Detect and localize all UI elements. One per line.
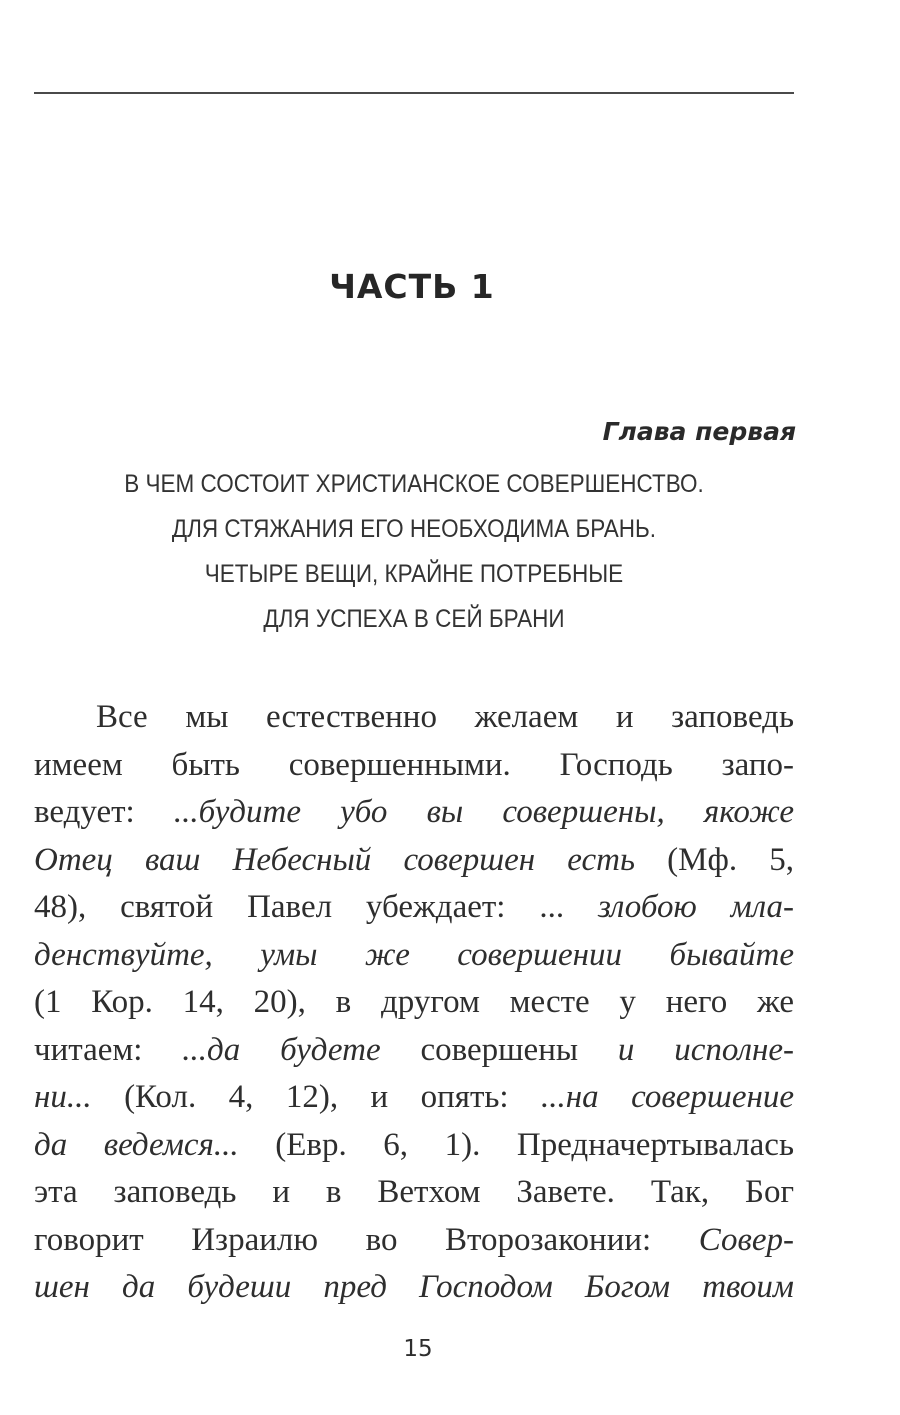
text-line: 48), святой Павел убеждает: ... злобою мла- <box>34 889 794 925</box>
scripture-quote: да ведемся... <box>34 1126 239 1163</box>
scripture-quote: Отец ваш Небесный совершен есть <box>34 841 636 878</box>
chapter-title-line: В ЧЕМ СОСТОИТ ХРИСТИАНСКОЕ СОВЕРШЕНСТВО. <box>124 470 704 498</box>
part-title: ЧАСТЬ 1 <box>329 267 495 306</box>
text-line: (1 Кор. 14, 20), в другом месте у него же <box>34 984 794 1020</box>
header-rule <box>34 92 794 94</box>
text-line: говорит Израилю во Второзаконии: Совер- <box>34 1221 794 1258</box>
scripture-quote: Совер- <box>698 1221 794 1258</box>
scripture-quote: шен да будеши пред Господом Богом твоим <box>34 1269 794 1305</box>
text-line: Отец ваш Небесный совершен есть (Мф. 5, <box>34 841 794 878</box>
scripture-quote: ни... <box>34 1079 92 1115</box>
scripture-quote: денствуйте, умы же совершении бывайте <box>34 936 794 973</box>
scripture-quote: ...на совершение <box>541 1079 794 1115</box>
scripture-quote: ...да будете <box>182 1031 381 1068</box>
text-line <box>34 932 794 980</box>
text-line: Все мы естественно желаем и заповедь <box>96 699 794 735</box>
scripture-quote: злобою мла- <box>597 889 794 925</box>
text-line: ведует: ...будите убо вы совершены, якоже <box>34 794 794 830</box>
body-paragraph <box>34 694 794 1312</box>
text-line: да ведемся... (Евр. 6, 1). Предначертывалась <box>34 1126 794 1163</box>
text-line <box>34 1264 794 1312</box>
scripture-quote: ...будите убо вы совершены, якоже <box>173 794 794 830</box>
chapter-title <box>72 462 756 642</box>
chapter-title-line: ДЛЯ СТЯЖАНИЯ ЕГО НЕОБХОДИМА БРАНЬ. <box>171 515 657 543</box>
scripture-quote: и исполне- <box>617 1031 794 1068</box>
text-line: эта заповедь и в Ветхом Завете. Так, Бог <box>34 1174 794 1210</box>
chapter-number: Глава первая <box>602 417 796 446</box>
text-line: ни... (Кол. 4, 12), и опять: ...на совершение <box>34 1079 794 1115</box>
chapter-title-line: ДЛЯ УСПЕХА В СЕЙ БРАНИ <box>263 605 565 633</box>
chapter-title-line: ЧЕТЫРЕ ВЕЩИ, КРАЙНЕ ПОТРЕБНЫЕ <box>204 560 624 588</box>
text-line: читаем: ...да будете совершены и исполне- <box>34 1031 794 1068</box>
text-line: имеем быть совершенными. Господь запо- <box>34 746 794 783</box>
page-number: 15 <box>403 1336 433 1362</box>
